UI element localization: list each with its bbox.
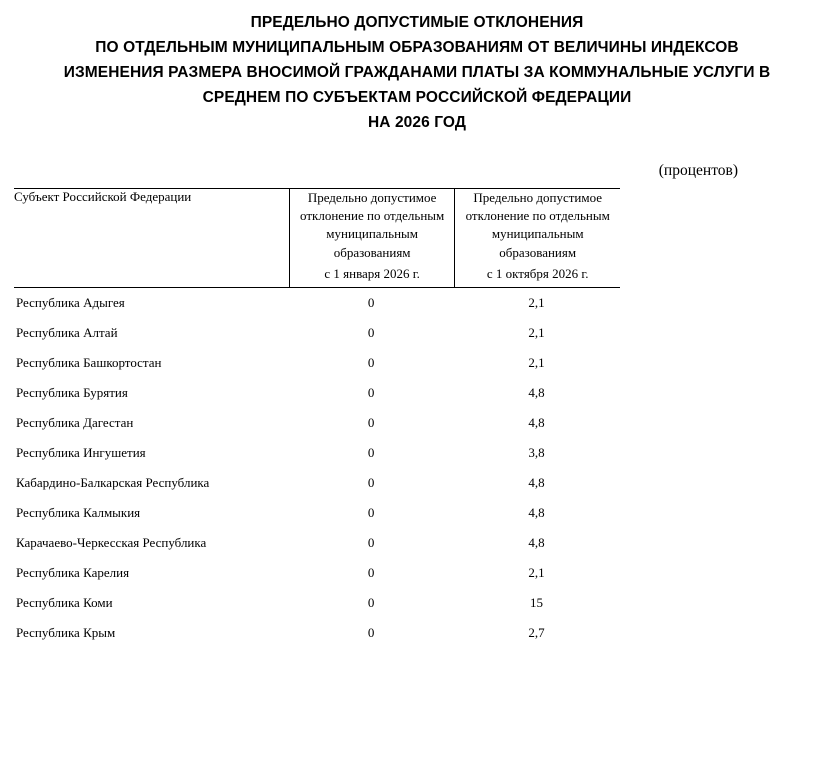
cell-value-january: 0	[367, 325, 375, 341]
table-row	[14, 558, 620, 588]
cell-subject: Республика Алтай	[16, 325, 118, 341]
cell-value-january: 0	[367, 475, 375, 491]
cell-value-january: 0	[367, 295, 375, 311]
cell-subject: Республика Ингушетия	[16, 445, 146, 461]
column-header-jan: Предельно допустимое отклонение по отдельным муниципальным образованиям	[289, 188, 455, 262]
table-row	[14, 318, 620, 348]
cell-value-january: 0	[367, 415, 375, 431]
column-header-oct: Предельно допустимое отклонение по отдельным муниципальным образованиям	[455, 188, 620, 262]
cell-value-october: 2,1	[528, 325, 545, 341]
document-title	[0, 0, 834, 136]
cell-value-october: 3,8	[528, 445, 545, 461]
table-header	[14, 188, 620, 288]
table-row	[14, 378, 620, 408]
cell-subject: Республика Дагестан	[16, 415, 134, 431]
cell-value-january: 0	[367, 535, 375, 551]
title-line-4: НА 2026 ГОД	[367, 114, 467, 132]
subheader-date-jan: с 1 января 2026 г.	[289, 262, 455, 288]
cell-value-october: 2,1	[528, 565, 545, 581]
table-row	[14, 588, 620, 618]
cell-value-january: 0	[367, 355, 375, 371]
table-subheader-row	[14, 262, 620, 288]
table-row	[14, 498, 620, 528]
cell-value-january: 0	[367, 385, 375, 401]
cell-value-october: 2,1	[528, 355, 545, 371]
deviation-table	[14, 188, 620, 649]
cell-value-october: 2,7	[528, 625, 545, 641]
cell-subject: Республика Крым	[16, 625, 116, 641]
cell-subject: Республика Калмыкия	[16, 505, 141, 521]
cell-value-january: 0	[367, 565, 375, 581]
cell-subject: Республика Карелия	[16, 565, 130, 581]
table-row	[14, 438, 620, 468]
cell-subject: Республика Башкортостан	[16, 355, 162, 371]
table-header-row	[14, 188, 620, 262]
column-header-subject: Субъект Российской Федерации	[14, 188, 289, 262]
table-body	[14, 288, 620, 649]
units-label: (процентов)	[658, 161, 738, 179]
cell-value-october: 4,8	[528, 535, 545, 551]
cell-value-january: 0	[367, 625, 375, 641]
cell-value-october: 4,8	[528, 505, 545, 521]
cell-value-january: 0	[367, 505, 375, 521]
cell-value-october: 15	[529, 595, 543, 611]
cell-value-october: 4,8	[528, 415, 545, 431]
table-row	[14, 468, 620, 498]
table-row	[14, 348, 620, 378]
table-row	[14, 528, 620, 558]
cell-value-january: 0	[367, 595, 375, 611]
subheader-date-oct: с 1 октября 2026 г.	[455, 262, 620, 288]
title-line-2: ПО ОТДЕЛЬНЫМ МУНИЦИПАЛЬНЫМ ОБРАЗОВАНИЯМ ОТ ВЕЛИЧИНЫ ИНДЕКСОВ	[95, 39, 739, 57]
cell-subject: Республика Адыгея	[16, 295, 125, 311]
cell-value-january: 0	[367, 445, 375, 461]
cell-subject: Кабардино-Балкарская Республика	[16, 475, 210, 491]
subheader-empty	[14, 262, 289, 288]
table-row	[14, 408, 620, 438]
title-line-1: ПРЕДЕЛЬНО ДОПУСТИМЫЕ ОТКЛОНЕНИЯ	[250, 14, 584, 31]
cell-value-october: 4,8	[528, 475, 545, 491]
cell-value-october: 4,8	[528, 385, 545, 401]
cell-subject: Республика Бурятия	[16, 385, 128, 401]
cell-value-october: 2,1	[528, 295, 545, 311]
cell-subject: Карачаево-Черкесская Республика	[16, 535, 207, 551]
title-line-3: ИЗМЕНЕНИЯ РАЗМЕРА ВНОСИМОЙ ГРАЖДАНАМИ ПЛАТЫ ЗА КОММУНАЛЬНЫЕ УСЛУГИ В СРЕДНЕМ ПО СУБЪЕКТАМ РОССИЙСКОЙ ФЕДЕРАЦИИ	[63, 64, 771, 107]
table-row	[14, 288, 620, 319]
table-row	[14, 618, 620, 648]
cell-subject: Республика Коми	[16, 595, 113, 611]
